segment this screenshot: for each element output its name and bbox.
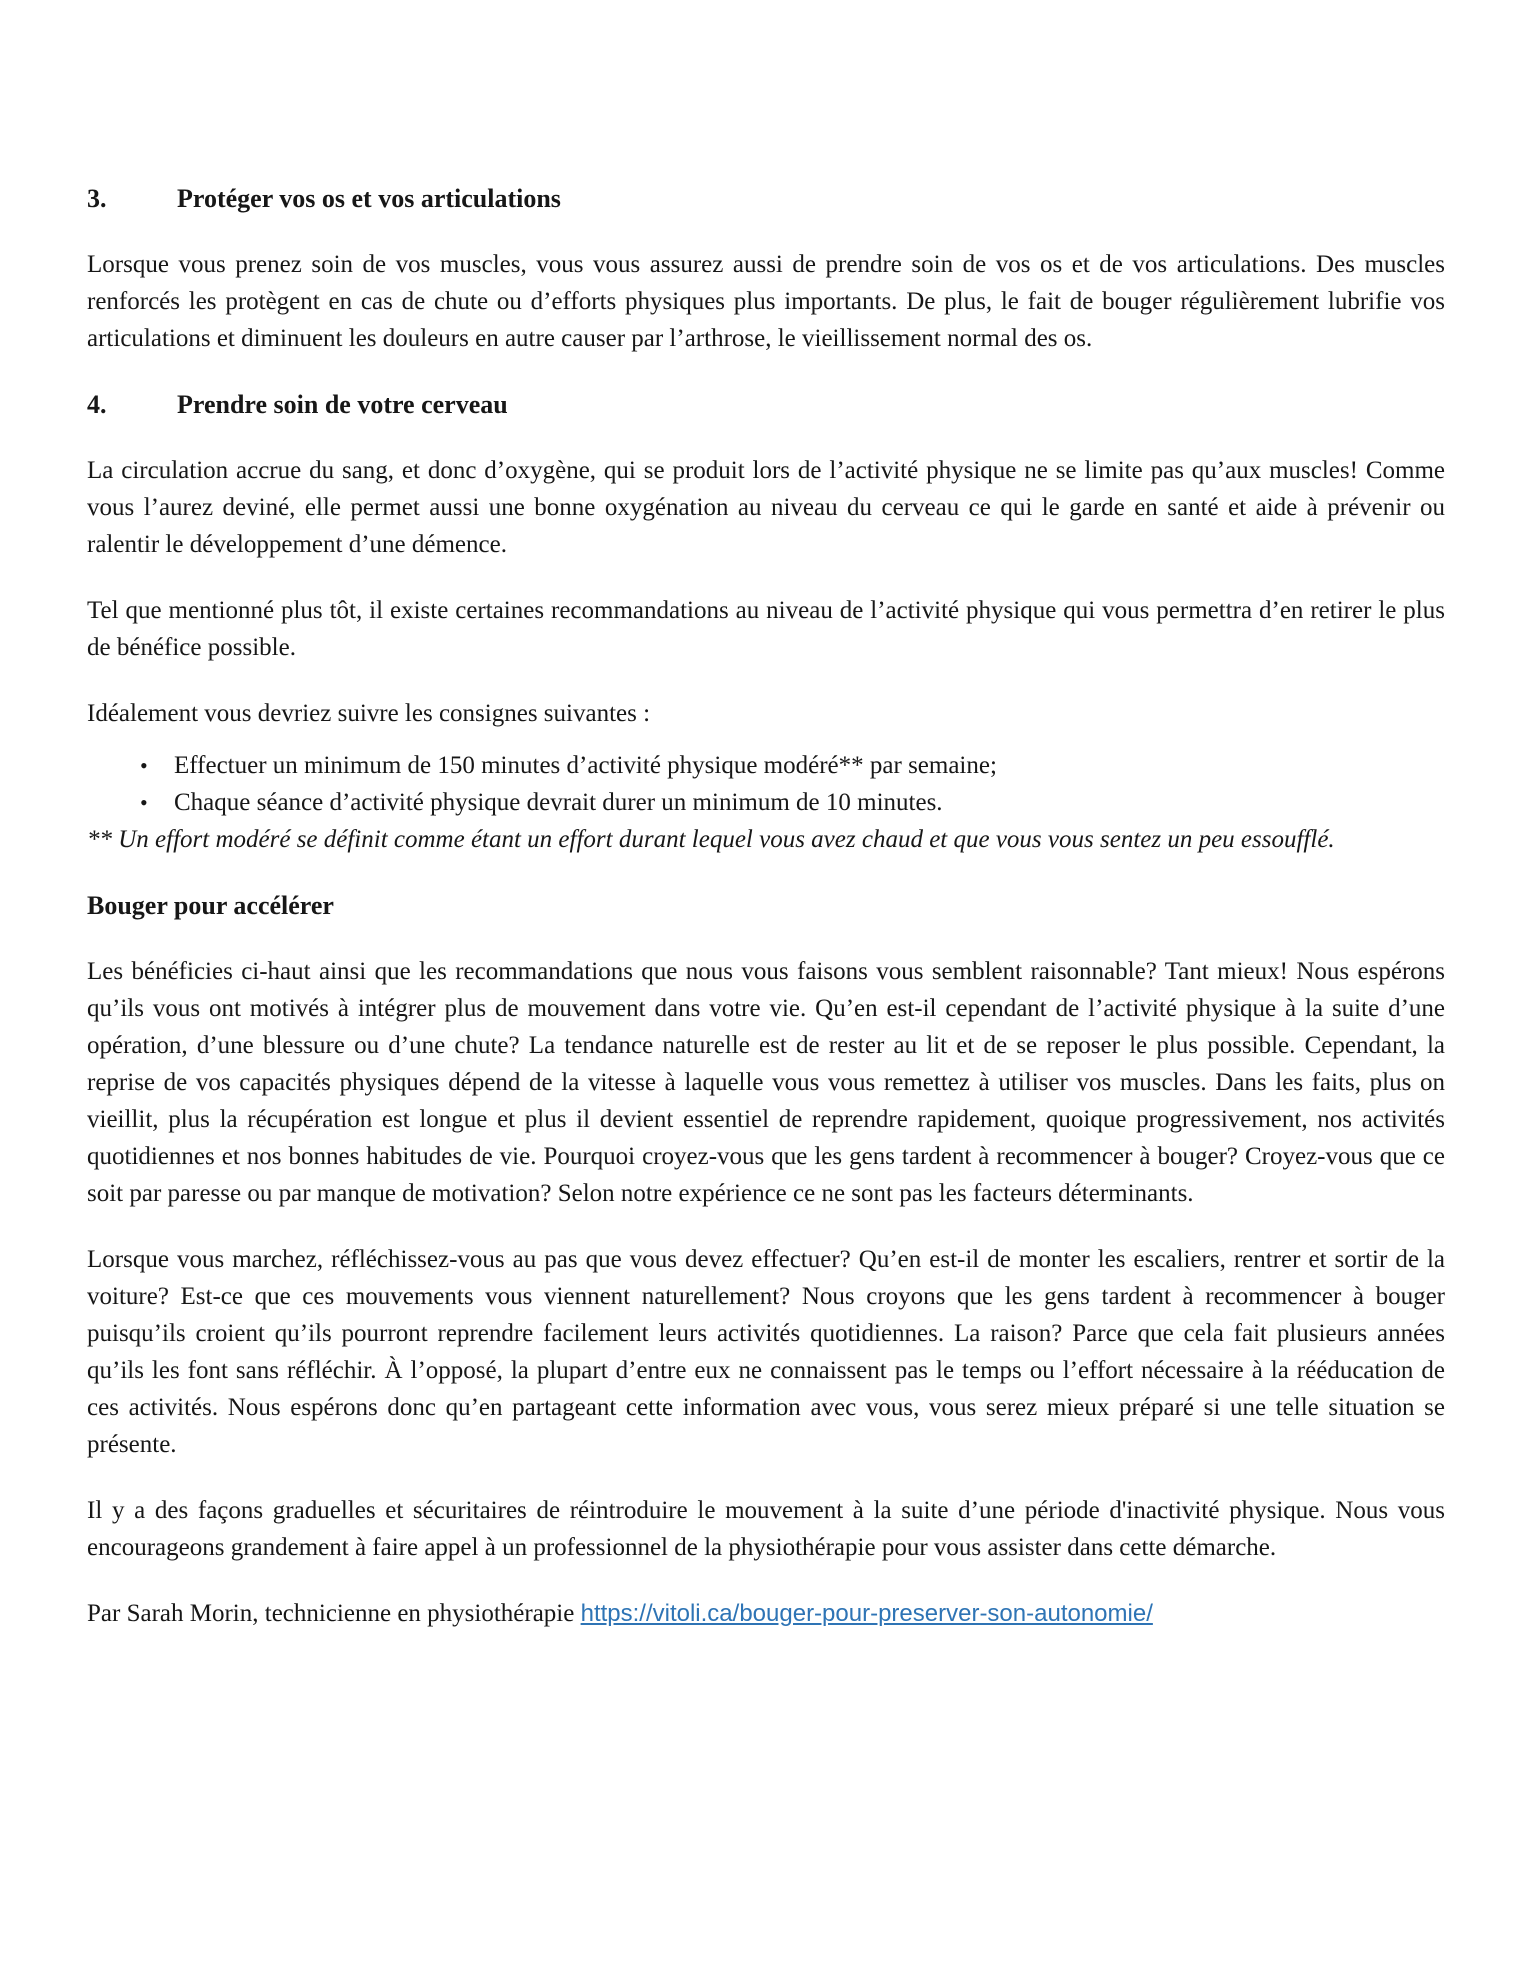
list-item <box>87 784 1445 821</box>
list-item <box>87 747 1445 784</box>
paragraph-guidelines-intro: Idéalement vous devriez suivre les consignes suivantes : <box>87 700 651 727</box>
guidelines-list <box>87 747 1445 821</box>
byline <box>87 1595 1445 1632</box>
heading-4-title: Prendre soin de votre cerveau <box>177 390 508 419</box>
paragraph-recommendations: Tel que mentionné plus tôt, il existe certaines recommandations au niveau de l’activité physique qui vous permettra d’en retirer le plus de bénéfice possible. <box>87 597 1445 661</box>
heading-section-3 <box>87 180 1445 217</box>
heading-3-title: Protéger vos os et vos articulations <box>177 184 561 213</box>
heading-3-number: 3. <box>87 184 107 213</box>
heading-bouger <box>87 887 1445 924</box>
footnote-moderate-effort: ** Un effort modéré se définit comme étant un effort durant lequel vous avez chaud et que vous vous sentez un peu essoufflé. <box>87 826 1335 853</box>
byline-text: Par Sarah Morin, technicienne en physiothérapie <box>87 1600 575 1627</box>
bullet-icon: • <box>140 790 148 815</box>
paragraph-bones-joints: Lorsque vous prenez soin de vos muscles, vous vous assurez aussi de prendre soin de vos os et de vos articulations. Des muscles renforcés les protègent en cas de chute ou d’efforts physiques plus importants. De plus, le fait de bouger régulièrement lubrifie vos articulations et diminuent les douleurs en autre causer par l’arthrose, le vieillissement normal des os. <box>87 251 1445 352</box>
paragraph-gradual-ways: Il y a des façons graduelles et sécuritaires de réintroduire le mouvement à la suite d’une période d'inactivité physique. Nous vous encourageons grandement à faire appel à un professionnel de la physiothérapie pour vous assister dans cette démarche. <box>87 1497 1445 1561</box>
heading-4-number: 4. <box>87 390 107 419</box>
guideline-text: Effectuer un minimum de 150 minutes d’activité physique modéré** par semaine; <box>174 752 997 779</box>
heading-bouger-title: Bouger pour accélérer <box>87 891 334 920</box>
heading-section-4 <box>87 386 1445 423</box>
vitoli-link[interactable]: https://vitoli.ca/bouger-pour-preserver-son-autonomie/ <box>580 1600 1153 1627</box>
paragraph-brain: La circulation accrue du sang, et donc d’oxygène, qui se produit lors de l’activité physique ne se limite pas qu’aux muscles! Comme vous l’aurez deviné, elle permet aussi une bonne oxygénation au niveau du cerveau ce qui le garde en santé et aide à prévenir ou ralentir le développement d’une démence. <box>87 457 1445 558</box>
bullet-icon: • <box>140 753 148 778</box>
paragraph-walking: Lorsque vous marchez, réfléchissez-vous au pas que vous devez effectuer? Qu’en est-il de monter les escaliers, rentrer et sortir de la voiture? Est-ce que ces mouvements vous viennent naturellement? Nous croyons que les gens tardent à recommencer à bouger puisqu’ils croient qu’ils pourront reprendre facilement leurs activités quotidiennes. La raison? Parce que cela fait plusieurs années qu’ils les font sans réfléchir. À l’opposé, la plupart d’entre eux ne connaissent pas le temps ou l’effort nécessaire à la rééducation de ces activités. Nous espérons donc qu’en partageant cette information avec vous, vous serez mieux préparé si une telle situation se présente. <box>87 1246 1445 1458</box>
guideline-text: Chaque séance d’activité physique devrait durer un minimum de 10 minutes. <box>174 789 943 816</box>
paragraph-benefits: Les bénéficies ci-haut ainsi que les recommandations que nous vous faisons vous semblent raisonnable? Tant mieux! Nous espérons qu’ils vous ont motivés à intégrer plus de mouvement dans votre vie. Qu’en est-il cependant de l’activité physique à la suite d’une opération, d’une blessure ou d’une chute? La tendance naturelle est de rester au lit et de se reposer le plus possible. Cependant, la reprise de vos capacités physiques dépend de la vitesse à laquelle vous vous remettez à utiliser vos muscles. Dans les faits, plus on vieillit, plus la récupération est longue et plus il devient essentiel de reprendre rapidement, quoique progressivement, nos activités quotidiennes et nos bonnes habitudes de vie. Pourquoi croyez-vous que les gens tardent à recommencer à bouger? Croyez-vous que ce soit par paresse ou par manque de motivation? Selon notre expérience ce ne sont pas les facteurs déterminants. <box>87 958 1445 1207</box>
